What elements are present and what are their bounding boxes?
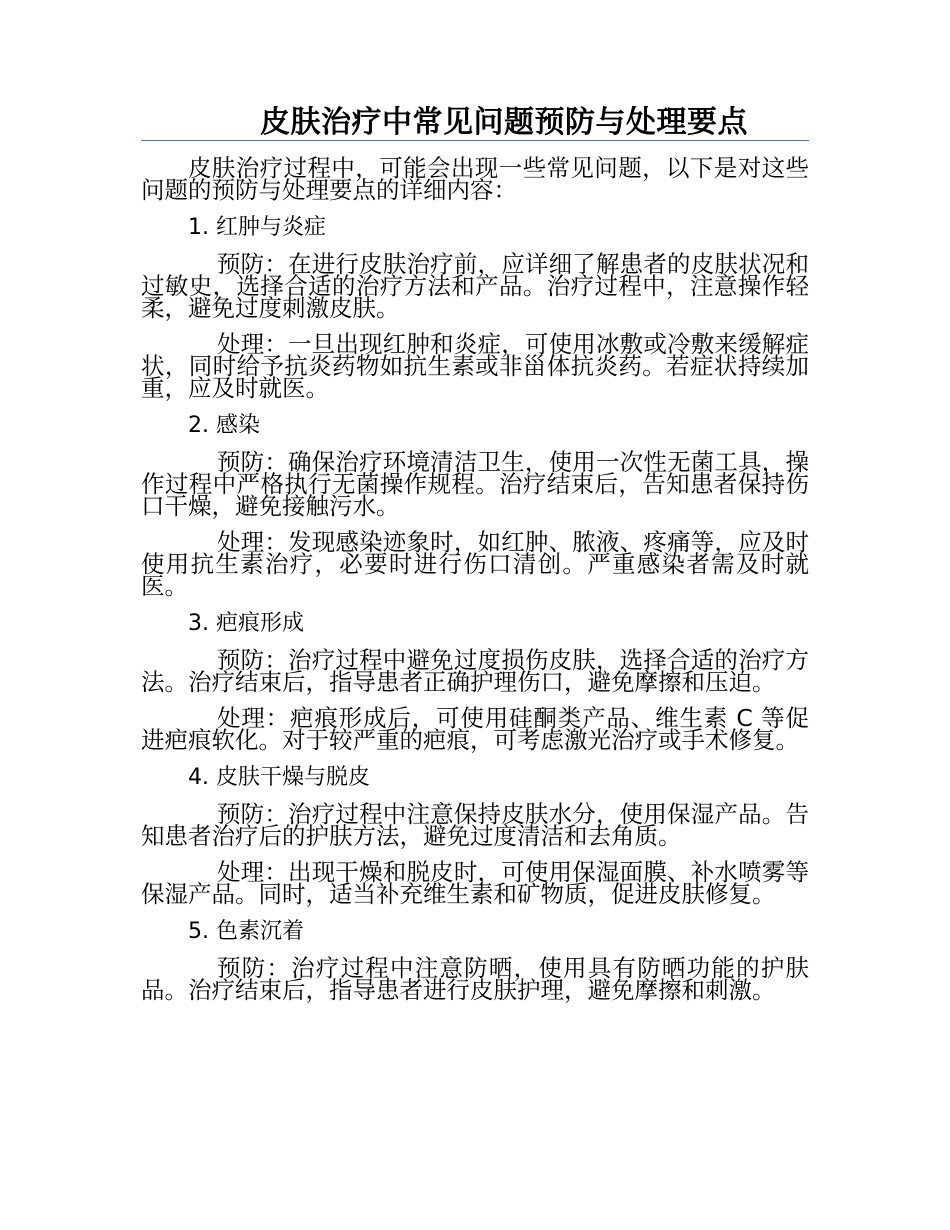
section-dryness — [141, 765, 809, 908]
prevention-paragraph: 预防：治疗过程中避免过度损伤皮肤，选择合适的治疗方法。治疗结束后，指导患者正确护理伤口，避免摩擦和压迫。 — [141, 646, 809, 696]
prevention-paragraph: 预防：治疗过程中注意保持皮肤水分，使用保湿产品。告知患者治疗后的护肤方法，避免过度清洁和去角质。 — [141, 800, 809, 850]
section-infection — [141, 413, 809, 600]
section-scarring — [141, 611, 809, 754]
section-heading: 3. 疤痕形成 — [188, 611, 304, 636]
treatment-paragraph: 处理：发现感染迹象时，如红肿、脓液、疼痛等，应及时使用抗生素治疗，必要时进行伤口清创。严重感染者需及时就医。 — [141, 528, 809, 600]
treatment-paragraph: 处理：疤痕形成后，可使用硅酮类产品、维生素 C 等促进疤痕软化。对于较严重的疤痕，可考虑激光治疗或手术修复。 — [141, 704, 809, 754]
section-redness — [141, 215, 809, 402]
section-heading: 1. 红肿与炎症 — [188, 215, 326, 240]
page-title: 皮肤治疗中常见问题预防与处理要点 — [260, 105, 748, 140]
intro-paragraph: 皮肤治疗过程中，可能会出现一些常见问题，以下是对这些问题的预防与处理要点的详细内容： — [141, 154, 809, 204]
section-heading: 2. 感染 — [188, 413, 260, 438]
section-heading: 5. 色素沉着 — [188, 919, 304, 944]
treatment-paragraph: 处理：一旦出现红肿和炎症，可使用冰敷或冷敷来缓解症状，同时给予抗炎药物如抗生素或非甾体抗炎药。若症状持续加重，应及时就医。 — [141, 330, 809, 402]
prevention-paragraph: 预防：确保治疗环境清洁卫生，使用一次性无菌工具，操作过程中严格执行无菌操作规程。治疗结束后，告知患者保持伤口干燥，避免接触污水。 — [141, 448, 809, 520]
prevention-paragraph: 预防：在进行皮肤治疗前，应详细了解患者的皮肤状况和过敏史，选择合适的治疗方法和产品。治疗过程中，注意操作轻柔，避免过度刺激皮肤。 — [141, 250, 809, 322]
treatment-paragraph: 处理：出现干燥和脱皮时，可使用保湿面膜、补水喷雾等保湿产品。同时，适当补充维生素和矿物质，促进皮肤修复。 — [141, 858, 809, 908]
document-body — [141, 154, 809, 1015]
title-underline — [141, 140, 809, 141]
prevention-paragraph: 预防：治疗过程中注意防晒，使用具有防晒功能的护肤品。治疗结束后，指导患者进行皮肤护理，避免摩擦和刺激。 — [141, 954, 809, 1004]
section-heading: 4. 皮肤干燥与脱皮 — [188, 765, 370, 790]
section-pigmentation — [141, 919, 809, 1004]
